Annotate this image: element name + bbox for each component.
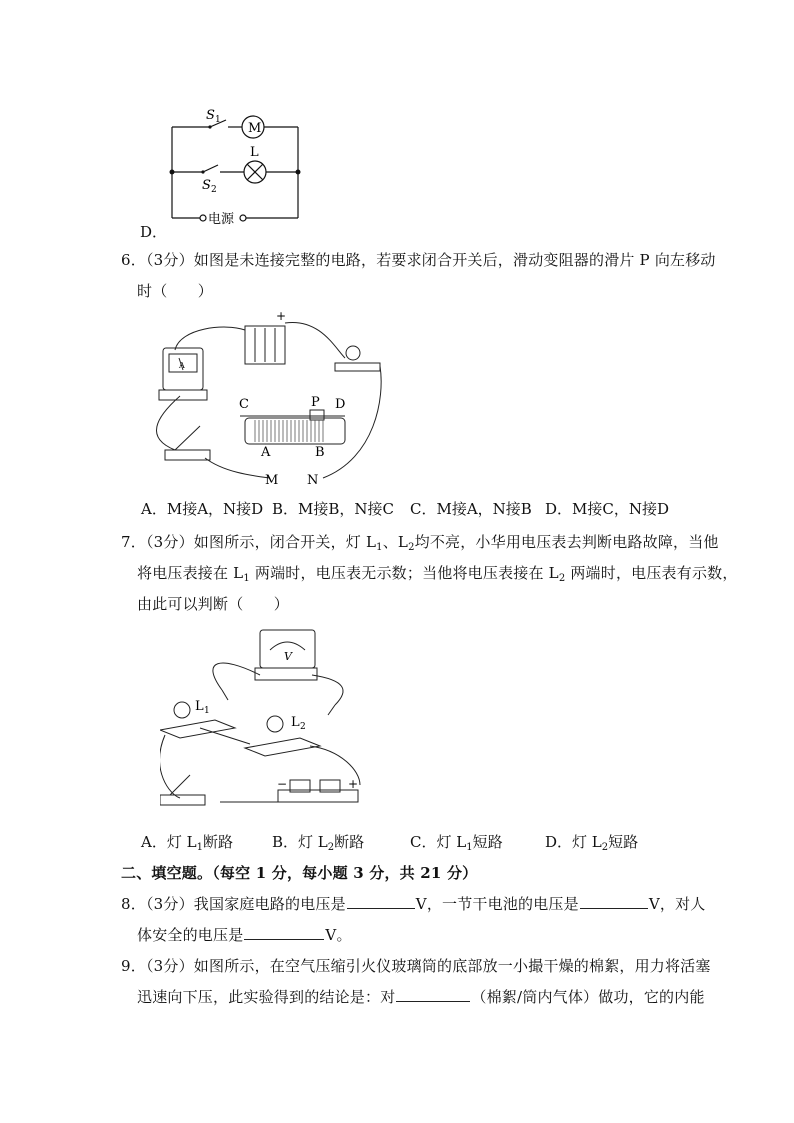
section2-heading: 二、填空题。（每空 1 分，每小题 3 分，共 21 分） — [121, 864, 478, 882]
svg-text:2: 2 — [300, 722, 306, 732]
q6-option-a[interactable]: A．M接A，N接D — [141, 500, 264, 518]
svg-text:1: 1 — [204, 706, 210, 716]
svg-text:+: + — [348, 777, 359, 791]
q8-blank-1[interactable] — [347, 894, 415, 909]
svg-text:+: + — [276, 309, 287, 323]
q9-blank-1[interactable] — [396, 987, 470, 1002]
q8-line2: 体安全的电压是 V。 — [137, 926, 352, 944]
terminal-d-label: D — [335, 397, 346, 412]
svg-text:2: 2 — [211, 185, 217, 195]
q5-circuit-figure — [160, 100, 310, 225]
wire-m-label: M — [265, 473, 279, 488]
q6-stem-line1: 6．（3分）如图是未连接完整的电路，若要求闭合开关后，滑动变阻器的滑片 P 向左移动 — [121, 251, 716, 269]
q7-stem-line1: 7．（3分）如图所示，闭合开关，灯 $L_1$、$L_2$均不亮，小华用电压表去判断电路故障，当他 — [121, 533, 719, 553]
q9-line1: 9．（3分）如图所示，在空气压缩引火仪玻璃筒的底部放一小撮干燥的棉絮，用力将活塞 — [121, 957, 711, 975]
q8-blank-2[interactable] — [580, 894, 648, 909]
q7-stem-line3: 由此可以判断（ ） — [137, 595, 290, 613]
wire-n-label: N — [307, 473, 319, 488]
q8-line1: 8．（3分）我国家庭电路的电压是 V，一节干电池的电压是 V，对人 — [121, 895, 706, 913]
q8-blank-3[interactable] — [244, 925, 324, 940]
terminal-c-label: C — [239, 397, 249, 412]
q7-option-a[interactable]: A．灯 $L_1$断路 — [141, 833, 233, 853]
terminal-a-label: A — [261, 445, 271, 460]
lamp-l1-label: L — [195, 699, 204, 714]
terminal-b-label: B — [315, 445, 325, 460]
switch-s1-label: S — [206, 108, 215, 123]
q9-line2: 迅速向下压，此实验得到的结论是：对 （棉絮/筒内气体）做功，它的内能 — [137, 988, 705, 1006]
lamp-l-label: L — [250, 145, 259, 160]
q6-stem-line2: 时（ ） — [137, 282, 214, 300]
q7-option-b[interactable]: B．灯 $L_2$断路 — [272, 833, 365, 853]
q7-option-d[interactable]: D．灯 $L_2$短路 — [545, 833, 639, 853]
switch-s2-label: S — [202, 178, 211, 193]
q7-circuit-figure — [160, 620, 375, 815]
q7-stem-line2: 将电压表接在 $L_1$ 两端时，电压表无示数；当他将电压表接在 $L_2$ 两端时，电压表有示数， — [137, 564, 738, 584]
svg-text:A: A — [179, 361, 185, 370]
q6-option-b[interactable]: B．M接B，N接C — [272, 500, 395, 518]
motor-label: M — [248, 121, 262, 136]
q6-option-c[interactable]: C．M接A，N接B — [410, 500, 532, 518]
lamp-l2-label: L — [291, 715, 300, 730]
power-source-label: 电源 — [208, 212, 235, 225]
svg-text:1: 1 — [215, 115, 221, 125]
slider-p-label: P — [311, 395, 320, 410]
q7-option-c[interactable]: C．灯 $L_1$短路 — [410, 833, 503, 853]
q6-circuit-figure — [145, 308, 395, 488]
svg-text:V: V — [284, 650, 292, 663]
q5-option-d: D． — [140, 223, 168, 241]
q6-option-d[interactable]: D．M接C，N接D — [545, 500, 670, 518]
svg-text:−: − — [277, 777, 288, 791]
